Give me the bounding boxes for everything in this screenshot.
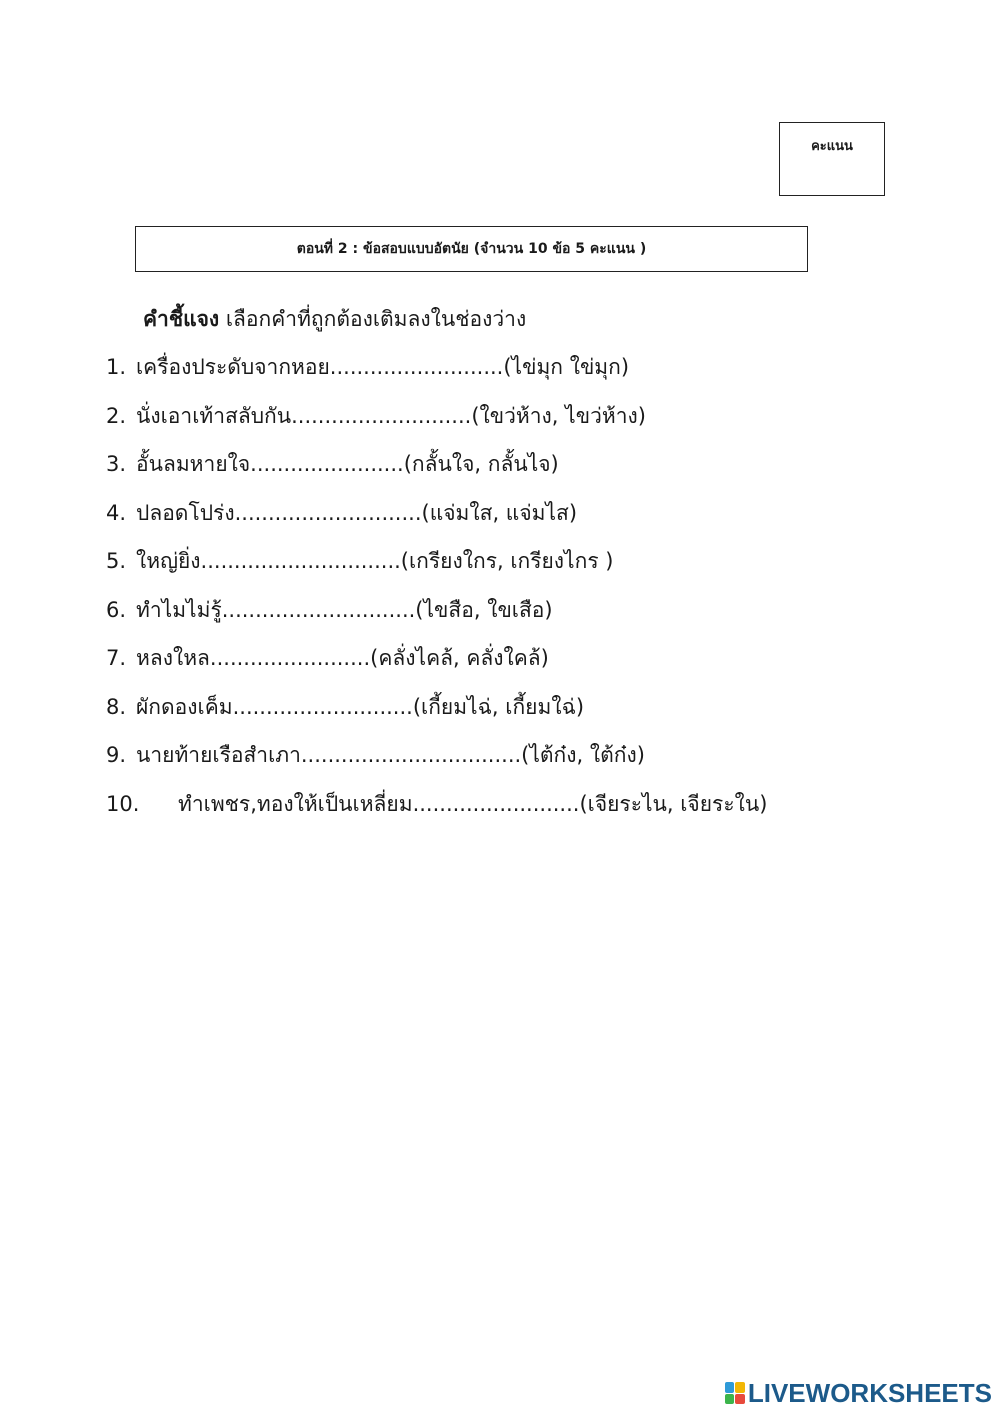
- question-text: นั่งเอาเท้าสลับกัน...........................(ใขว่ห้าง, ไขว่ห้าง): [136, 403, 646, 428]
- question-number: 4.: [106, 500, 127, 525]
- instruction-text: เลือกคำที่ถูกต้องเติมลงในช่องว่าง: [219, 307, 527, 331]
- question-number: 7.: [106, 646, 127, 670]
- question-list: [106, 350, 966, 835]
- question-item: [106, 641, 966, 690]
- liveworksheets-logo: [725, 1379, 992, 1407]
- question-text: ทำเพชร,ทองให้เป็นเหลี่ยม.........................(เจียระไน, เจียระใน): [178, 791, 768, 816]
- question-number: 1.: [106, 355, 127, 379]
- score-label: คะแนน: [811, 139, 853, 154]
- instruction-label: คำชี้แจง: [143, 307, 220, 331]
- liveworksheets-icon: [725, 1382, 745, 1404]
- question-item: [106, 787, 966, 836]
- question-text: ทำไมไม่รู้.............................(ไขสือ, ใขเสือ): [136, 597, 553, 622]
- question-item: [106, 350, 966, 399]
- question-number: 6.: [106, 597, 127, 622]
- question-text: อั้นลมหายใจ.......................(กลั้นใจ, กลั้นไจ): [136, 452, 559, 476]
- question-item: [106, 496, 966, 545]
- question-text: ปลอดโปร่ง............................(แจ่มใส, แจ่มไส): [136, 500, 578, 525]
- question-item: [106, 544, 966, 593]
- logo-tile-yellow: [735, 1382, 745, 1393]
- instruction: [143, 303, 526, 336]
- section-title: ตอนที่ 2 : ข้อสอบแบบอัตนัย (จำนวน 10 ข้อ 5 คะแนน ): [296, 241, 647, 257]
- watermark-text: LIVEWORKSHEETS: [747, 1377, 992, 1408]
- question-item: [106, 399, 966, 448]
- question-number: 10.: [106, 791, 140, 816]
- logo-tile-red: [735, 1394, 745, 1405]
- question-item: [106, 593, 966, 642]
- question-item: [106, 738, 966, 787]
- question-text: นายท้ายเรือสำเภา.................................(ไต้ก๋ง, ใต้ก๋ง): [136, 743, 645, 767]
- question-number: 8.: [106, 694, 127, 719]
- question-number: 2.: [106, 403, 127, 428]
- score-box: [779, 122, 885, 196]
- question-text: ผักดองเค็ม...........................(เกี้ยมไฉ่, เกี้ยมใฉ่): [136, 694, 585, 719]
- question-number: 5.: [106, 549, 127, 573]
- question-text: หลงใหล........................(คลั่งไคล้, คลั่งใคล้): [136, 646, 549, 670]
- question-text: เครื่องประดับจากหอย..........................(ไข่มุก ใข่มุก): [136, 355, 630, 379]
- question-text: ใหญ่ยิ่ง..............................(เกรียงใกร, เกรียงไกร ): [136, 549, 614, 573]
- question-item: [106, 447, 966, 496]
- question-number: 9.: [106, 743, 127, 767]
- question-item: [106, 690, 966, 739]
- logo-tile-green: [725, 1394, 735, 1405]
- question-number: 3.: [106, 452, 127, 476]
- logo-tile-blue: [725, 1382, 735, 1393]
- section-header: [135, 226, 808, 272]
